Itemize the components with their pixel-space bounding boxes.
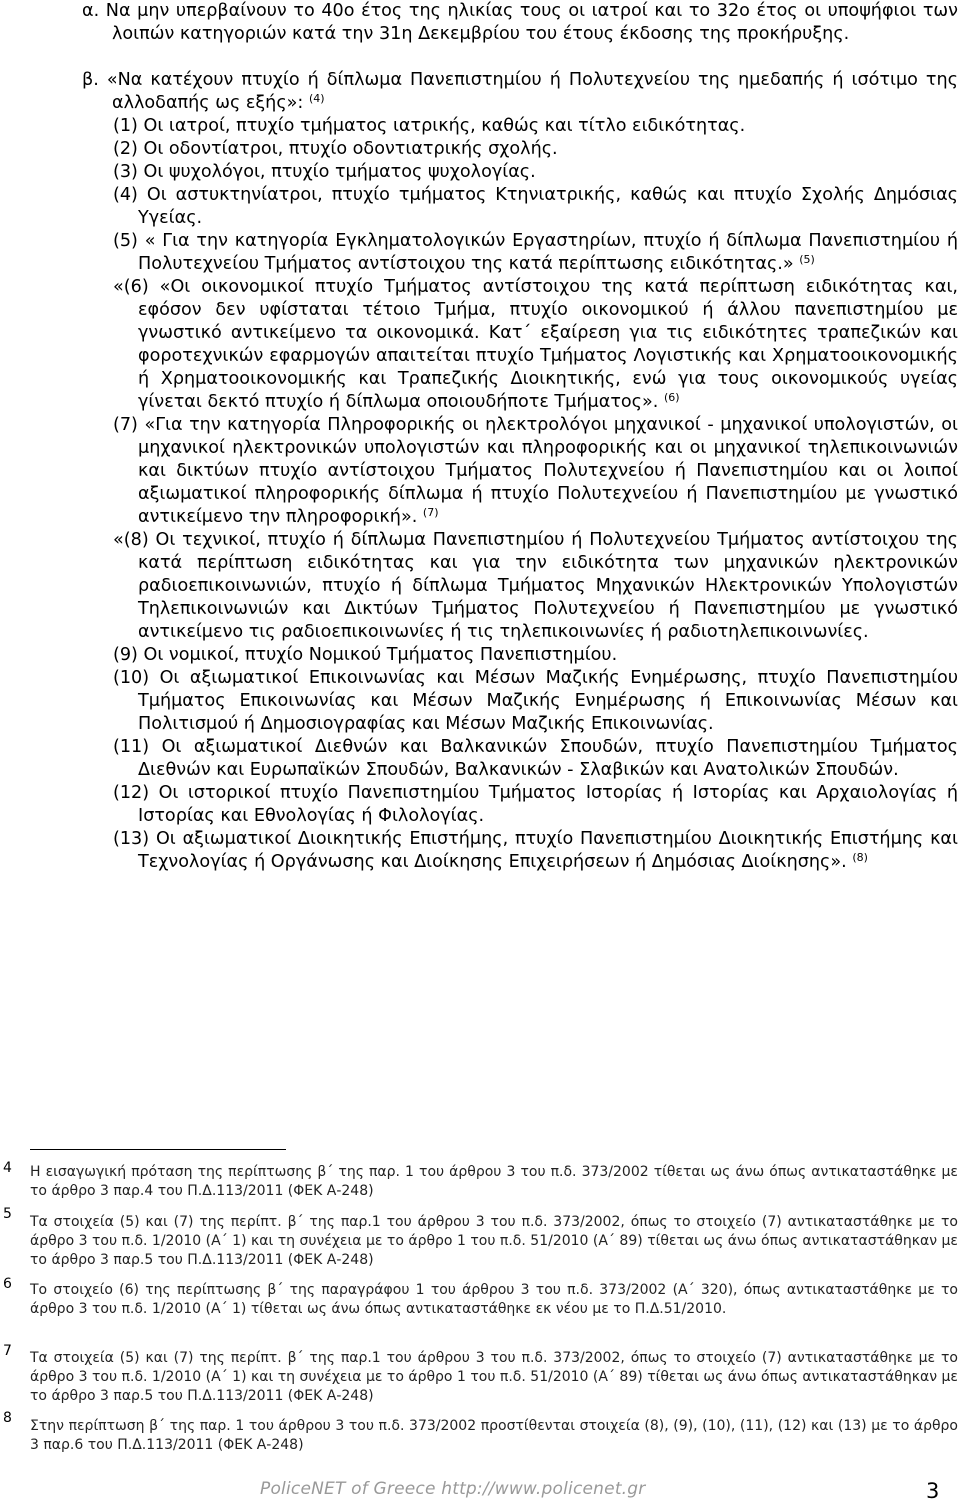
list-item-text: (9) Οι νομικοί, πτυχίο Νομικού Τμήματος Πανεπιστημίου. [113, 645, 618, 665]
list-item [113, 161, 958, 184]
list-item-text: (13) Οι αξιωματικοί Διοικητικής Επιστήμης, πτυχίο Πανεπιστημίου Διοικητικής Επιστήμης και Τεχνολογίας ή Οργάνωσης και Διοίκησης Επιχειρήσεων ή Δημόσιας Διοίκησης». [113, 829, 958, 872]
footnote-ref: (8) [852, 851, 868, 864]
footnote-number: 6 [3, 1276, 12, 1292]
list-item-text: (12) Οι ιστορικοί πτυχίο Πανεπιστημίου Τμήματος Ιστορίας ή Ιστορίας και Αρχαιολογίας ή Ιστορίας και Εθνολογίας ή Φιλολογίας. [113, 783, 958, 826]
footnote-ref: (6) [663, 391, 680, 404]
footnote-number: 4 [3, 1160, 12, 1176]
list-item [113, 529, 958, 644]
list-item [113, 184, 958, 230]
footnote-text: Το στοιχείο (6) της περίπτωσης β΄ της παραγράφου 1 του άρθρου 3 του π.δ. 373/2002 (Α΄ 320), όπως αντικαταστάθηκε με το άρθρο 3 του π.δ. 1/2010 (Α΄ 1) τίθεται ως άνω όπως αντικαταστάθηκε εκ νέου με το Π.Δ.51/2010. [30, 1282, 958, 1317]
paragraph-beta-text: β. «Να κατέχουν πτυχίο ή δίπλωμα Πανεπιστημίου ή Πολυτεχνείου της ημεδαπής ή ισότιμο της αλλοδαπής ως εξής»: [82, 70, 958, 113]
footnote-ref: (7) [422, 506, 439, 519]
list-item [113, 138, 958, 161]
list-item [113, 644, 958, 667]
list-item-text: (1) Οι ιατροί, πτυχίο τμήματος ιατρικής, καθώς και τίτλο ειδικότητας. [113, 116, 746, 136]
footnote-separator [30, 1149, 286, 1150]
footnote-text: Η εισαγωγική πρόταση της περίπτωσης β΄ της παρ. 1 του άρθρου 3 του π.δ. 373/2002 τίθεται ως άνω όπως αντικαταστάθηκε με το άρθρο 3 παρ.4 του Π.Δ.113/2011 (ΦΕΚ Α-248) [30, 1164, 958, 1199]
footnote-ref: (5) [799, 253, 815, 266]
list-item [113, 414, 958, 529]
footnote-number: 7 [3, 1343, 12, 1359]
list-item-text: (7) «Για την κατηγορία Πληροφορικής οι ηλεκτρολόγοι μηχανικοί - μηχανικοί υπολογιστών, οι μηχανικοί ηλεκτρονικών υπολογιστών και πληροφορικής και οι μηχανικοί τηλεπικοινωνιών και δικτύων πτυχίο αντίστοιχου Τμήματος Πολυτεχνείου ή Πανεπιστημίου και οι λοιποί αξιωματικοί πληροφορικής δίπλωμα ή πτυχίο Πολυτεχνείου ή Πανεπιστημίου με γνωστικό αντικείμενο την πληροφορική». [113, 415, 958, 527]
list-item-text: (3) Οι ψυχολόγοι, πτυχίο τμήματος ψυχολογίας. [113, 162, 536, 182]
page-number: 3 [926, 1479, 940, 1503]
list-item [113, 115, 958, 138]
footnote-text: Τα στοιχεία (5) και (7) της περίπτ. β΄ της παρ.1 του άρθρου 3 του π.δ. 373/2002, όπως το στοιχείο (7) αντικαταστάθηκε με το άρθρο 3 του π.δ. 1/2010 (Α΄ 1) και τη συνέχεια με το άρθρο 1 του π.δ. 51/2010 (Α΄ 89) τίθεται ως άνω όπως αντικαταστάθηκαν με το άρθρο 3 παρ.5 του Π.Δ.113/2011 (ΦΕΚ Α-248) [30, 1350, 958, 1404]
list-item-text: (5) « Για την κατηγορία Εγκληματολογικών Εργαστηρίων, πτυχίο ή δίπλωμα Πανεπιστημίου ή Πολυτεχνείου Τμήματος αντίστοιχου της κατά περίπτωσης ειδικότητας.» [113, 231, 958, 274]
list-item [113, 782, 958, 828]
list-item [113, 230, 958, 276]
footer-site-link[interactable]: PoliceNET of Greece http://www.policenet.gr [260, 1479, 646, 1499]
list-item-text: «(8) Οι τεχνικοί, πτυχίο ή δίπλωμα Πανεπιστημίου ή Πολυτεχνείου Τμήματος αντίστοιχου της κατά περίπτωση ειδικότητας και για την ειδικότητα των μηχανικών ηλεκτρονικών ραδιοεπικοινωνιών, πτυχίο ή δίπλωμα Τμήματος Μηχανικών Ηλεκτρονικών Υπολογιστών Τηλεπικοινωνιών και Δικτύων Τμήματος Πολυτεχνείου ή Πανεπιστημίου με γνωστικό αντικείμενο τις ραδιοεπικοινωνίες ή τις τηλεπικοινωνίες ή ραδιοτηλεπικοινωνίες. [113, 530, 958, 642]
footnote-text: Τα στοιχεία (5) και (7) της περίπτ. β΄ της παρ.1 του άρθρου 3 του π.δ. 373/2002, όπως το στοιχείο (7) αντικαταστάθηκε με το άρθρο 3 του π.δ. 1/2010 (Α΄ 1) και τη συνέχεια με το άρθρο 1 του π.δ. 51/2010 (Α΄ 89) τίθεται ως άνω όπως αντικαταστάθηκαν με το άρθρο 3 παρ.5 του Π.Δ.113/2011 (ΦΕΚ Α-248) [30, 1214, 958, 1268]
list-item-text: (4) Οι αστυκτηνίατροι, πτυχίο τμήματος Κτηνιατρικής, καθώς και πτυχίο Σχολής Δημόσιας Υγείας. [113, 185, 958, 228]
footnote-ref-4: (4) [308, 92, 325, 105]
main-text [82, 0, 958, 874]
list-item-text: (11) Οι αξιωματικοί Διεθνών και Βαλκανικών Σπουδών, πτυχίο Πανεπιστημίου Τμήματος Διεθνών και Ευρωπαϊκών Σπουδών, Βαλκανικών - Σλαβικών και Ανατολικών Σπουδών. [113, 737, 958, 780]
footnote-text: Στην περίπτωση β΄ της παρ. 1 του άρθρου 3 του π.δ. 373/2002 προστίθενται στοιχεία (8), (9), (10), (11), (12) και (13) με το άρθρο 3 παρ.6 του Π.Δ.113/2011 (ΦΕΚ Α-248) [30, 1418, 958, 1453]
degree-list [82, 115, 958, 874]
list-item [113, 736, 958, 782]
list-item [113, 667, 958, 736]
list-item-text: «(6) «Οι οικονομικοί πτυχίο Τμήματος αντίστοιχου της κατά περίπτωση ειδικότητας και, εφόσον δεν υφίσταται τέτοιο Τμήμα, πτυχίο οικονομικού ή άλλου πανεπιστημίου με γνωστικό αντικείμενο τα οικονομικά. Κατ΄ εξαίρεση για τις ειδικότητες τραπεζικών και φοροτεχνικών εφαρμογών απαιτείται πτυχίο Τμήματος Λογιστικής και Χρηματοοικονομικής ή Χρηματοοικονομικής και Τραπεζικής Διοικητικής, ενώ για τους οικονομικούς υγείας γίνεται δεκτό πτυχίο ή δίπλωμα οποιουδήποτε Τμήματος». [113, 277, 958, 412]
paragraph-alpha: α. Να μην υπερβαίνουν το 40ο έτος της ηλικίας τους οι ιατροί και το 32ο έτος οι υποψήφιοι των λοιπών κατηγοριών κατά την 31η Δεκεμβρίου του έτους έκδοσης της προκήρυξης. [82, 1, 958, 44]
list-item-text: (10) Οι αξιωματικοί Επικοινωνίας και Μέσων Μαζικής Ενημέρωσης, πτυχίο Πανεπιστημίου Τμήματος Επικοινωνίας και Μέσων Μαζικής Ενημέρωσης ή Επικοινωνίας Μέσων και Πολιτισμού ή Δημοσιογραφίας και Μέσων Μαζικής Επικοινωνίας. [113, 668, 958, 734]
footnote-number: 5 [3, 1206, 12, 1222]
footnote-number: 8 [3, 1410, 12, 1426]
paragraph-beta [82, 69, 958, 115]
list-item [113, 276, 958, 414]
list-item [113, 828, 958, 874]
list-item-text: (2) Οι οδοντίατροι, πτυχίο οδοντιατρικής σχολής. [113, 139, 558, 159]
